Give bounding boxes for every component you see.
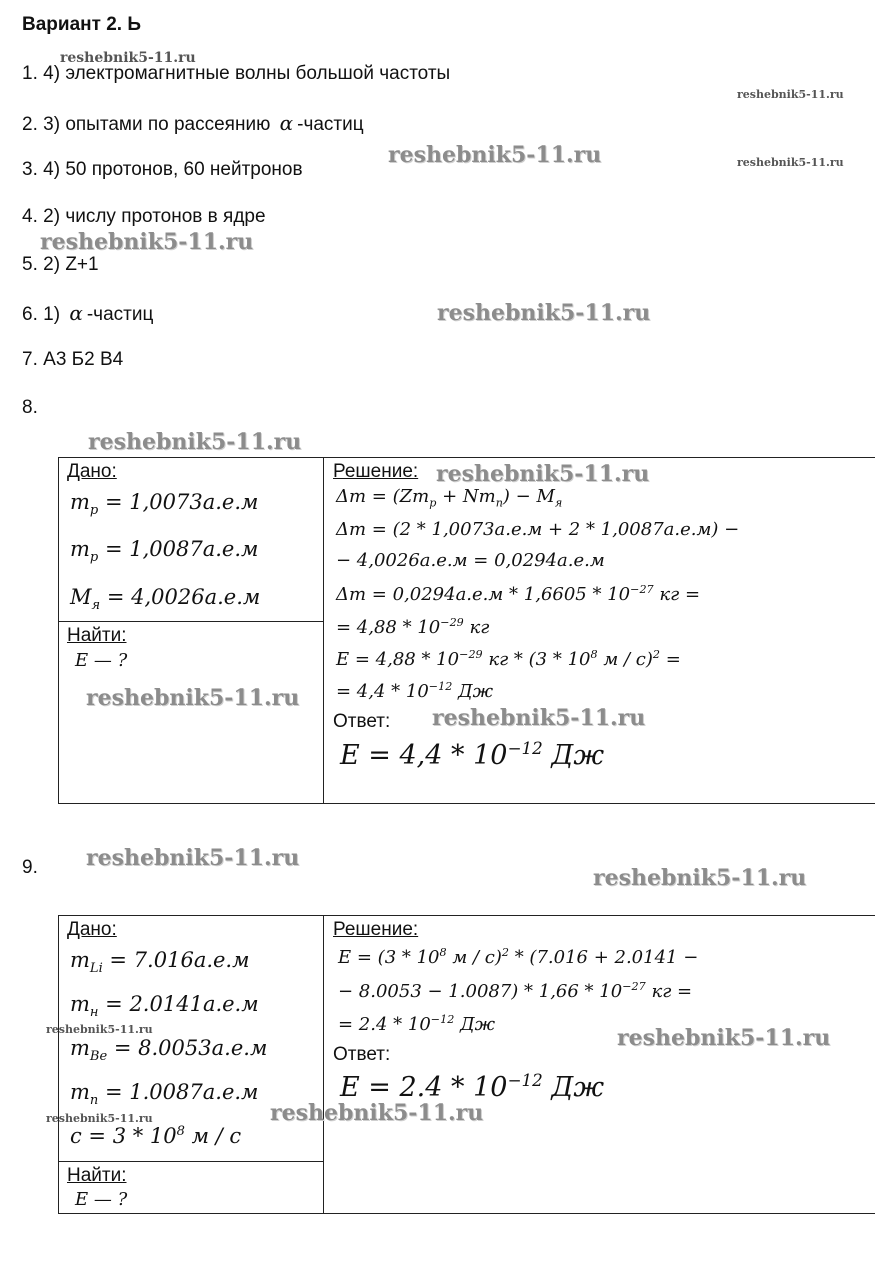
answer-3 <box>22 159 303 181</box>
watermark: reshebnik5-11.ru <box>86 685 300 711</box>
given-label: Дано: <box>67 919 117 940</box>
watermark: reshebnik5-11.ru <box>617 1025 831 1051</box>
given-mp2: $m_p = 1,0087а.е.м$ <box>70 537 259 566</box>
answer-suffix: -частиц <box>86 304 154 325</box>
page-title: Вариант 2. Ь <box>22 14 141 35</box>
given-mya: $M_я = 4,0026а.е.м$ <box>70 585 261 614</box>
solution-line-2: − $8.0053 - 1.0087) * 1,66 * 10^{-27}$ кг = <box>338 980 693 1002</box>
answer-number: 5. <box>22 254 38 275</box>
answer-1 <box>22 63 450 85</box>
answer-text: 2) числу протонов в ядре <box>43 206 266 227</box>
watermark: reshebnik5-11.ru <box>737 88 844 101</box>
answer-number: 7. <box>22 349 38 370</box>
given-mli: $m_{Li} = 7.016а.е.м$ <box>70 948 250 977</box>
alpha-symbol: α <box>69 301 83 325</box>
solution-line-2: Δm = (2 * 1,0073а.е.м + 2 * 1,0087а.е.м) − <box>336 519 740 540</box>
solution-line-4: $\Delta m = 0,0294а.е.м * 1,6605 * 10^{-27}$ кг = <box>336 583 701 605</box>
final-answer: $E = 4,4 * 10^{-12}$ Дж <box>340 738 605 771</box>
answer-text: 4) электромагнитные волны большой частоты <box>43 63 451 84</box>
answer-text: 2) Z+1 <box>43 254 99 275</box>
given-label: Дано: <box>67 461 117 482</box>
watermark: reshebnik5-11.ru <box>593 865 807 891</box>
answer-text: 3) опытами по рассеянию <box>43 114 271 135</box>
answer-number: 4. <box>22 206 38 227</box>
problem-9-number: 9. <box>22 857 38 878</box>
solution-line-1: $E = (3 * 10^8$ м / с)$^2$ * (7.016 + 2.0141 − <box>338 946 699 968</box>
watermark: reshebnik5-11.ru <box>40 229 254 255</box>
final-answer: $E = 2.4 * 10^{-12}$ Дж <box>340 1070 605 1103</box>
watermark: reshebnik5-11.ru <box>388 142 602 168</box>
answer-number: 2. <box>22 114 38 135</box>
watermark: reshebnik5-11.ru <box>46 1023 153 1036</box>
answer-6 <box>22 301 153 326</box>
find-label: Найти: <box>67 625 127 646</box>
solution-label: Решение: <box>333 919 419 940</box>
answer-number: 1. <box>22 63 38 84</box>
answer-text: А3 Б2 В4 <box>43 349 124 370</box>
watermark: reshebnik5-11.ru <box>46 1112 153 1125</box>
watermark: reshebnik5-11.ru <box>737 156 844 169</box>
watermark: reshebnik5-11.ru <box>86 845 300 871</box>
solution-label: Решение: <box>333 461 419 482</box>
given-mh: $m_н = 2.0141а.е.м$ <box>70 992 259 1021</box>
answer-text: 1) <box>43 304 61 325</box>
given-mp: $m_p = 1,0073а.е.м$ <box>70 490 259 519</box>
find-label: Найти: <box>67 1165 127 1186</box>
find-value: E — ? <box>75 1189 128 1210</box>
given-mn: $m_n = 1.0087а.е.м$ <box>70 1080 259 1109</box>
answer-label: Ответ: <box>333 1044 391 1065</box>
answer-2 <box>22 111 364 136</box>
answer-text: 4) 50 протонов, 60 нейтронов <box>43 159 303 180</box>
solution-line-5: = $4,88 * 10^{-29}$ кг <box>336 616 490 638</box>
answer-suffix: -частиц <box>297 114 364 135</box>
solution-line-1: $\Delta m = (Zm_p + Nm_n) - M_я$ <box>336 486 563 510</box>
watermark: reshebnik5-11.ru <box>60 50 196 66</box>
answer-label: Ответ: <box>333 711 391 732</box>
answer-5 <box>22 254 99 276</box>
given-mbe: $m_{Be} = 8.0053а.е.м$ <box>70 1036 268 1065</box>
answer-number: 6. <box>22 304 38 325</box>
watermark: reshebnik5-11.ru <box>270 1100 484 1126</box>
given-c: $c = 3 * 10^8$ м / с <box>70 1124 242 1148</box>
watermark: reshebnik5-11.ru <box>88 429 302 455</box>
answer-number: 3. <box>22 159 38 180</box>
solution-line-6: $E = 4,88 * 10^{-29}$ кг * ($3 * 10^8$ м / с)$^2$ = <box>336 648 681 670</box>
answer-7 <box>22 349 123 371</box>
problem-8-number: 8. <box>22 397 38 418</box>
solution-line-3: − 4,0026а.е.м = 0,0294а.е.м <box>336 550 605 571</box>
watermark: reshebnik5-11.ru <box>436 461 650 487</box>
solution-line-7: = $4,4 * 10^{-12}$ Дж <box>336 680 494 702</box>
answer-4 <box>22 206 266 228</box>
watermark: reshebnik5-11.ru <box>432 705 646 731</box>
find-value: E — ? <box>75 650 128 671</box>
solution-line-3: = $2.4 * 10^{-12}$ Дж <box>338 1013 496 1035</box>
watermark: reshebnik5-11.ru <box>437 300 651 326</box>
alpha-symbol: α <box>279 111 294 135</box>
